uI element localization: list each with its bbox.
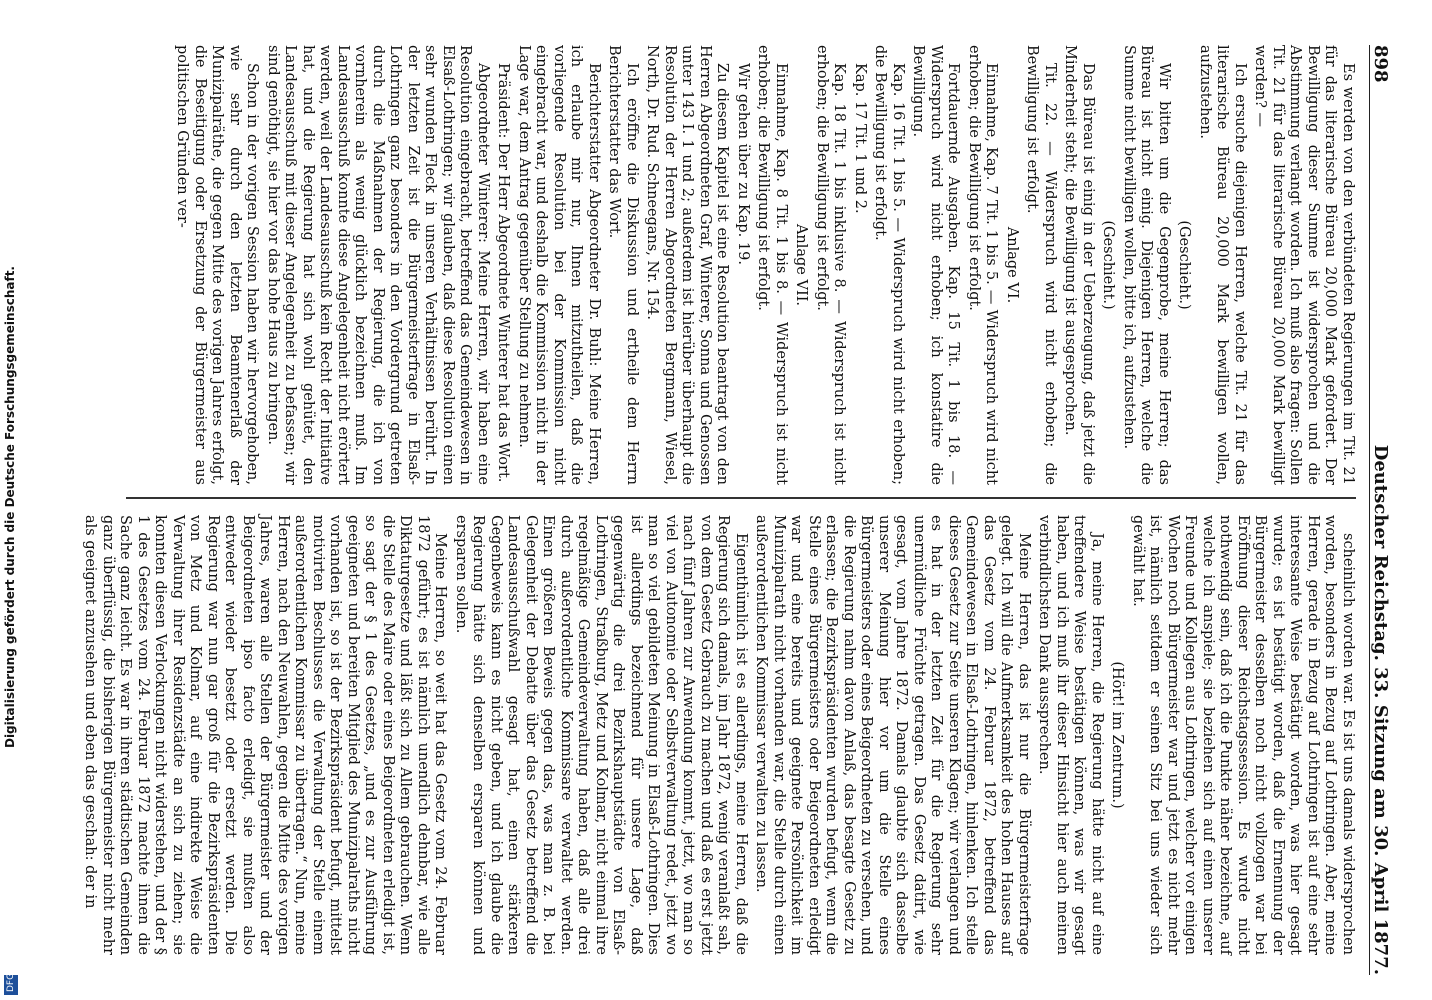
paragraph: Abgeordneter Winterer: Meine Herren, wir haben eine Resolution eingebracht, betreffend das Gemeindewesen in Elsaß-Lothringen; wir glauben, daß diese Resolution einen sehr wunden Fleck in unseren Verhältnissen berührt. In der letzten Zeit ist die Bürgermeisterfrage in Elsaß-Lothringen ganz besonders in den Vordergrund getreten durch die Maßnahmen der Regierung, die ich von vornherein als wenig glücklich bezeichnen muß. Im Landesausschuß konnte diese Angelegenheit nicht erörtert werden, weil der Landesausschuß kein Recht der Initiative hat, und die Regierung hat sich wohl gehütet, den Landesausschuß mit dieser Angelegenheit zu befassen; wir sind genöthigt, sie hier vor das hohe Haus zu bringen. [265, 45, 491, 485]
paragraph: Ich eröffne die Diskussion und ertheile dem Herrn Berichterstatter das Wort. [606, 45, 640, 485]
paragraph: Kap. 16 Tit. 1 bis 5. — Widerspruch wird nicht erhoben; die Bewilligung ist erfolgt. [872, 45, 906, 485]
right-column [78, 515, 1356, 955]
paragraph: Wir gehen über zu Kap. 19. [735, 63, 751, 265]
rotated-content [82, 45, 1396, 975]
paragraph: Wir bitten um die Gegenprobe, meine Herren; das Büreau ist nicht einig. Diejenigen Herren, welche die Summe nicht bewilligen wollen, bitte ich, aufzustehen. [1121, 45, 1172, 485]
paragraph: Kap. 17 Tit. 1 und 2. [852, 63, 868, 214]
paragraph: (Geschieht.) [1100, 220, 1117, 310]
page-number: 898 [1370, 45, 1391, 83]
paragraph: Einnahme, Kap. 8 Tit. 1 bis 8. — Widerspruch ist nicht erhoben; die Bewilligung ist erfolgt. [755, 45, 789, 485]
paragraph: Meine Herren, so weit hat das Gesetz vom 24. Februar 1872 geführt; es ist nämlich unendlich dehnbar, wie alle Diktaturgesetze und läßt sich zu Allem gebrauchen. Wenn die Stelle des Maire oder eines Beigeordneten erledigt ist, so sagt der § 1 des Gesetzes, „und es zur Ausführung geeigneten und bereiten Mitglied des Munizipalraths nicht vorhanden ist, so ist der Bezirkspräsident befugt, mittelst motivirten Beschlusses die Verwaltung der Stelle einem außerordentlichen Kommissar zu übertragen.“ Nun, meine Herren, nach den Neuwahlen, gegen die Mitte des vorigen Jahres, waren alle Stellen der Bürgermeister und der Beigeordneten ipso facto erledigt, sie mußten also entweder wieder besetzt oder ersetzt werden. Die Regierung war nun gar groß für die Bezirkspräsidenten von Metz und Kolmar, auf eine indirekte Weise die Verwaltung ihrer Residenzstädte an sich zu ziehen; sie konnten diesen Verlockungen nicht widerstehen, und der § 1 des Gesetzes vom 24. Februar 1872 machte ihnen die Sache ganz leicht. Es war in ihren städtischen Gemeinden ganz überflüssig, die bisherigen Bürgermeister nicht mehr als geeignet anzusehen und eben das geschah: der in [82, 515, 449, 955]
paragraph: scheinlich worden war. Es ist uns damals widersprochen worden, besonders in Bezug auf Lothringen. Aber, meine Herren, gerade in Bezug auf Lothringen ist auf eine sehr interessante Weise bestätigt worden, was hier gesagt wurde; es ist bestätigt worden, daß die Ernennung der Bürgermeister desselben noch nicht vollzogen war bei Eröffnung dieser Reichstagssession. Es wurde nicht nothwendig sein, daß ich die Punkte näher bezeichne, auf welche ich anspiele; sie beziehen sich auf einen unserer Freunde und Kollegen aus Lothringen, welcher vor einigen Wochen noch Bürgermeister war und jetzt es nicht mehr ist, nämlich seitdem er seinen Sitz bei uns wieder sich gewählt hat. [1130, 515, 1356, 955]
paragraph: Meine Herren, das ist nur die Bürgermeisterfrage gelegt. Ich will die Aufmerksamkeit des hohen Hauses auf das Gesetz vom 24. Februar 1872, betreffend das Gemeindewesen in Elsaß-Lothringen, hinlenken. Ich stelle dieses Gesetz zur Seite unseren Klagen; wir verlangen und es hat in der letzten Zeit für die Regierung sehr unermüdliche Früchte getragen. Das Gesetz datirt, wie gesagt, vom Jahre 1872. Damals glaubte sich dasselbe unserer Meinung hier vor um die Stelle eines Bürgermeisters oder eines Beigeordneten zu versehen, und die Regierung nahm davon Anlaß, das besagte Gesetz zu erlassen; die Bezirkspräsidenten wurden befugt, wenn die Stelle eines Bürgermeisters oder Beigeordneten erledigt war und eine bereits und geeignete Persönlichkeit im Munizipalrath nicht vorhanden war, die Stelle durch einen außerordentlichen Kommissar verwalten zu lassen. [753, 515, 1032, 955]
paragraph: Zu diesem Kapitel ist eine Resolution beantragt von den Herren Abgeordneten Graf, Winterer, Sonna und Genossen unter 143 I. 1 und 2; außerdem ist hierüber überhaupt die Resolution der Herren Abgeordneten Bergmann, Wiesel, North, Dr. Rud. Schneegans, Nr. 154. [644, 45, 731, 485]
page-title: Deutscher Reichstag. 33. Sitzung am 30. April 1877. [1370, 444, 1391, 975]
page-header [1369, 45, 1396, 975]
paragraph: Fortdauernde Ausgaben. Kap. 15 Tit. 1 bis 18. — Widerspruch wird nicht erhoben; ich konstatire die Bewilligung. [910, 45, 962, 485]
paragraph: (Hört! im Zentrum.) [1109, 661, 1126, 809]
paragraph: Anlage VI. [1004, 226, 1020, 304]
paragraph: Schon in der vorigen Session haben wir hervorgehoben, wie sehr durch den letzten Beamtenerlaß der Munizipalräthe, die gegen Mitte des vorigen Jahres erfolgt, die Beseitigung oder Ersetzung der Bürgermeister aus politischen Gründen ver- [174, 45, 261, 485]
dfg-logo [4, 972, 18, 995]
paragraph: Ich ersuche diejenigen Herren, welche Tit. 21 für das literarische Büreau 20,000 Mark bewilligen wollen, aufzustehen. [1197, 45, 1248, 485]
paragraph: Es werden von den verbündeten Regierungen im Tit. 21 für das literarische Büreau 20,000 Mark gefordert. Der Bewilligung dieser Summe ist widersprochen und die Abstimmung verlangt worden. Ich muß also fragen: Sollen Tit. 21 für das literarische Büreau 20,000 Mark bewilligt werden? — [1252, 45, 1356, 485]
digitization-note: Digitalisierung gefördert durch die Deutsche Forschungsgemeinschaft. [3, 266, 17, 749]
paragraph: Tit. 22. — Widerspruch wird nicht erhoben; die Bewilligung ist erfolgt. [1024, 45, 1058, 485]
paragraph: Kap. 18 Tit. 1 bis inklusive 8. — Widerspruch ist nicht erhoben; die Bewilligung ist erfolgt. [814, 45, 848, 485]
paragraph: Eigenthümlich ist es allerdings, meine Herren, daß die Regierung sich damals, im Jahr 1872, wenig veranlaßt sah, von dem Gesetz Gebrauch zu machen und daß es erst jetzt nach fünf Jahren zur Anwendung kommt, jetzt, wo man so viel von Autonomie oder Selbstverwaltung redet, jetzt wo man so viel gebildeten Meinung in Elsaß-Lothringen. Dies ist allerdings bezeichnend für unsere Lage, daß gegenwärtig die drei Bezirkshauptstädte von Elsaß-Lothringen, Straßburg, Metz und Kolmar, nicht einmal ihre regelmäßige Gemeindeverwaltung haben, daß alle drei durch außerordentliche Kommissare verwaltet werden. Einen größeren Beweis gegen das, was man z. B. bei Gelegenheit der Debatte über das Gesetz betreffend die Landesausschußwahl gesagt hat, einen stärkeren Gegenbeweis kann es nicht geben, und ich glaube die Regierung hätte sich denselben ersparen können und ersparen sollen. [453, 515, 749, 955]
paragraph: Das Büreau ist einig in der Ueberzeugung, daß jetzt die Minderheit steht; die Bewilligung ist ausgesprochen. [1062, 45, 1096, 485]
paragraph: (Geschieht.) [1176, 220, 1193, 310]
paragraph: Einnahme, Kap. 7 Tit. 1 bis 5. — Widerspruch wird nicht erhoben; die Bewilligung ist erfolgt. [966, 45, 1000, 485]
paragraph: Präsident: Der Herr Abgeordnete Winterer hat das Wort. [495, 63, 512, 483]
dfg-logo-text: DFG [6, 972, 16, 992]
left-column [170, 45, 1356, 485]
paragraph: Ja, meine Herren, die Regierung hätte nicht auf eine treffendere Weise bestätigen können, was wir gesagt haben, und ich muß ihr dieser Hinsicht hier auch meinen verbindlichsten Dank aussprechen. [1036, 515, 1105, 955]
paragraph: Anlage VII. [793, 223, 810, 307]
paragraph: Berichterstatter Abgeordneter Dr. Buhl: Meine Herren, ich erlaube mir nur, Ihnen mitzutheilen, daß die vorliegende Resolution bei der Kommission nicht eingebracht war, und deshalb die Kommission nicht in der Lage war, dem Antrag gegenüber Stellung zu nehmen. [516, 45, 602, 485]
column-divider [126, 497, 1356, 499]
